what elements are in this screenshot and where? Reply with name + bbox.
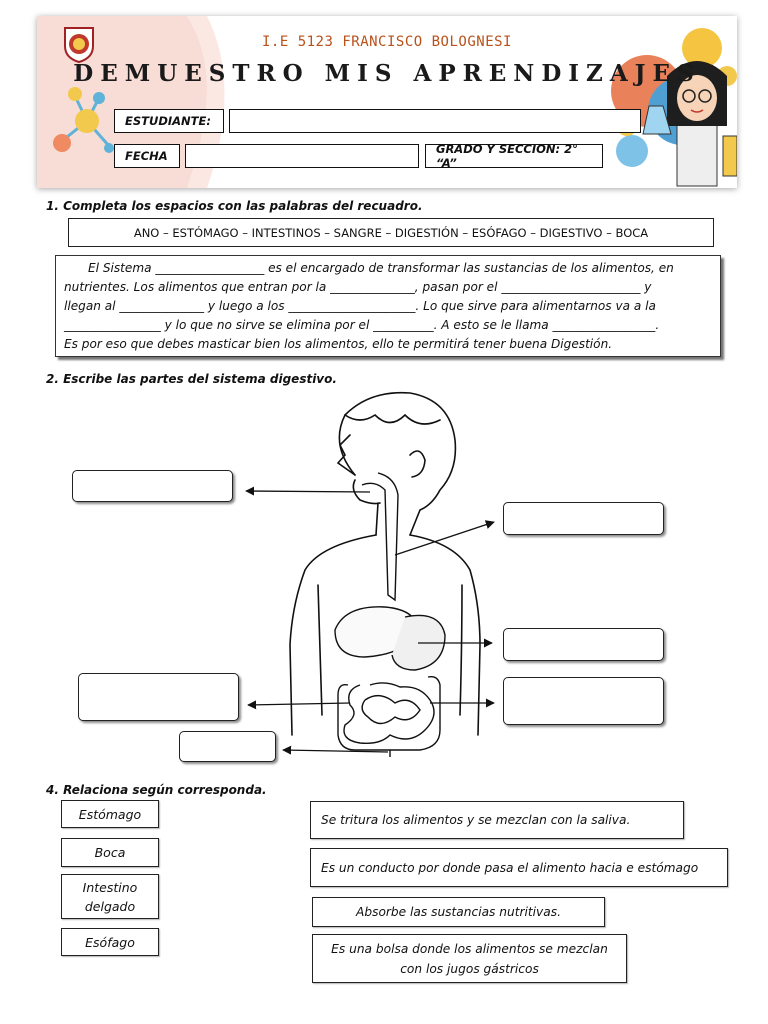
answer-box-mouth[interactable] <box>72 470 233 502</box>
organ-card[interactable]: Boca <box>61 838 159 867</box>
organ-card[interactable]: Esófago <box>61 928 159 956</box>
description-card[interactable]: Se tritura los alimentos y se mezclan con la saliva. <box>310 801 684 839</box>
grade-section-label: GRADO Y SECCION: 2° “A” <box>425 144 603 168</box>
fill-in-paragraph[interactable] <box>55 255 721 357</box>
answer-box-stomach[interactable] <box>503 628 664 661</box>
question-4-prompt: 4. Relaciona según corresponda. <box>46 783 267 797</box>
student-label: ESTUDIANTE: <box>114 109 224 133</box>
description-card[interactable]: Es un conducto por donde pasa el alimento hacia e estómago <box>310 848 728 887</box>
paragraph-line: nutrientes. Los alimentos que entran por la ______________, pasan por el _______________________ y <box>64 280 652 294</box>
organ-card[interactable]: Estómago <box>61 800 159 828</box>
question-2-prompt: 2. Escribe las partes del sistema digestivo. <box>46 372 337 386</box>
date-field[interactable] <box>185 144 419 168</box>
question-1-prompt: 1. Completa los espacios con las palabras del recuadro. <box>46 199 423 213</box>
answer-box-small-intestine[interactable] <box>78 673 239 721</box>
school-name: I.E 5123 FRANCISCO BOLOGNESI <box>261 34 512 50</box>
paragraph-line: ________________ y lo que no sirve se elimina por el __________. A esto se le llama _________________. <box>64 318 660 332</box>
paragraph-line: El Sistema __________________ es el encargado de transformar las sustancias de los alimentos, en <box>88 261 674 275</box>
answer-box-esophagus[interactable] <box>503 502 664 535</box>
date-label: FECHA <box>114 144 180 168</box>
answer-box-anus[interactable] <box>179 731 276 762</box>
header-card <box>37 16 737 188</box>
page-title: DEMUESTRO MIS APRENDIZAJES <box>73 60 701 87</box>
student-name-field[interactable] <box>229 109 641 133</box>
description-card[interactable]: Absorbe las sustancias nutritivas. <box>312 897 605 927</box>
description-card[interactable]: Es una bolsa donde los alimentos se mezclan con los jugos gástricos <box>312 934 627 983</box>
paragraph-line: Es por eso que debes masticar bien los alimentos, ello te permitirá tener buena Digestión. <box>64 337 613 351</box>
word-bank: ANO – ESTÓMAGO – INTESTINOS – SANGRE – DIGESTIÓN – ESÓFAGO – DIGESTIVO – BOCA <box>68 218 714 247</box>
paragraph-line: llegan al ______________ y luego a los _____________________. Lo que sirve para alimentarnos va a la <box>64 299 656 313</box>
digestive-organs <box>335 473 445 757</box>
answer-box-large-intestine[interactable] <box>503 677 664 725</box>
organ-card[interactable]: Intestino delgado <box>61 874 159 919</box>
